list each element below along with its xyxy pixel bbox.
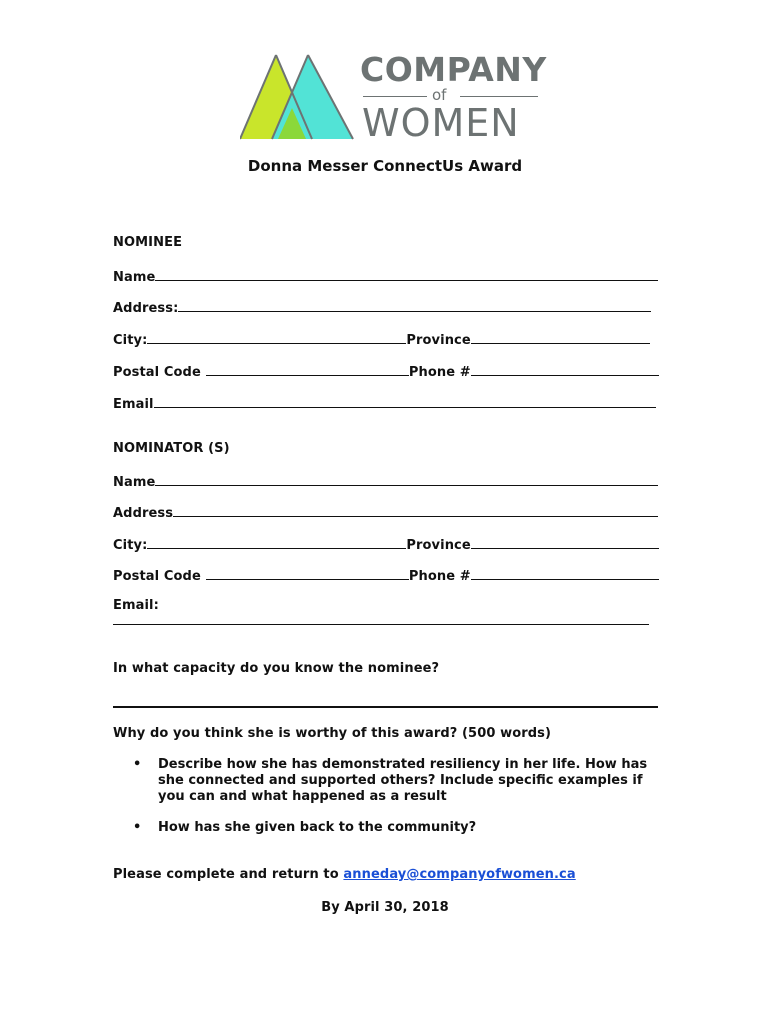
- nominee-name-row: [113, 267, 658, 285]
- nominator-email-label: Email:: [113, 598, 159, 613]
- logo-women-text: WOMEN: [362, 101, 520, 145]
- nominator-address-label: Address: [113, 506, 174, 521]
- capacity-answer-line[interactable]: [113, 706, 658, 708]
- nominator-address-row: [113, 503, 658, 521]
- nominator-name-row: [113, 472, 658, 490]
- mountain-logo-icon: [240, 50, 360, 142]
- logo-divider-right: [460, 96, 538, 97]
- nominator-email-field[interactable]: [113, 611, 649, 625]
- nominator-city-field[interactable]: [147, 535, 406, 549]
- nominee-address-field[interactable]: [178, 298, 651, 312]
- nominee-name-field[interactable]: [155, 267, 658, 281]
- nominator-email-row: [113, 611, 649, 629]
- nominee-province-label: Province: [406, 333, 471, 348]
- nominator-name-label: Name: [113, 475, 156, 490]
- logo-company-text: COMPANY: [360, 50, 547, 89]
- bullet-1-text: Describe how she has demonstrated resiliency in her life. How has she connected and supported others? Include specific examples if you can and what happened as a result: [158, 757, 648, 804]
- nominee-heading: NOMINEE: [113, 235, 183, 250]
- nominee-name-label: Name: [113, 270, 156, 285]
- nominee-city-label: City:: [113, 333, 148, 348]
- nominee-email-label: Email: [113, 397, 154, 412]
- nominator-postal-row: [113, 566, 659, 584]
- nominee-address-row: [113, 298, 651, 316]
- nominator-phone-field[interactable]: [471, 566, 659, 580]
- return-email-link[interactable]: anneday@companyofwomen.ca: [343, 867, 576, 882]
- deadline-text: By April 30, 2018: [321, 900, 449, 915]
- nominator-province-label: Province: [406, 538, 471, 553]
- logo-of-text: of: [432, 86, 447, 104]
- return-text: Please complete and return to: [113, 867, 339, 882]
- page-title: Donna Messer ConnectUs Award: [247, 157, 523, 175]
- nominee-postal-field[interactable]: [206, 362, 409, 376]
- nominator-province-field[interactable]: [471, 535, 659, 549]
- nominee-email-row: [113, 394, 656, 412]
- nominee-postal-row: [113, 362, 659, 380]
- nominator-postal-label: Postal Code: [113, 569, 201, 584]
- nominee-city-field[interactable]: [147, 330, 406, 344]
- nominator-city-row: [113, 535, 659, 553]
- nominator-postal-field[interactable]: [206, 566, 409, 580]
- nominator-phone-label: Phone #: [408, 569, 471, 584]
- bullet-2-text: How has she given back to the community?: [158, 820, 477, 835]
- logo-divider-left: [363, 96, 427, 97]
- nominee-postal-label: Postal Code: [113, 365, 201, 380]
- return-instructions: [113, 867, 576, 882]
- bullet-1-marker: •: [133, 757, 142, 772]
- nominee-phone-label: Phone #: [408, 365, 471, 380]
- nominee-address-label: Address:: [113, 301, 179, 316]
- nominee-email-field[interactable]: [154, 394, 656, 408]
- bullet-2-marker: •: [133, 820, 142, 835]
- nominee-city-row: [113, 330, 650, 348]
- capacity-question: In what capacity do you know the nominee?: [113, 661, 440, 676]
- nominator-heading: NOMINATOR (S): [113, 441, 230, 456]
- nominator-address-field[interactable]: [173, 503, 658, 517]
- nominator-name-field[interactable]: [155, 472, 658, 486]
- worthy-question: Why do you think she is worthy of this award? (500 words): [113, 726, 552, 741]
- nominee-phone-field[interactable]: [471, 362, 659, 376]
- nominator-city-label: City:: [113, 538, 148, 553]
- nominee-province-field[interactable]: [471, 330, 650, 344]
